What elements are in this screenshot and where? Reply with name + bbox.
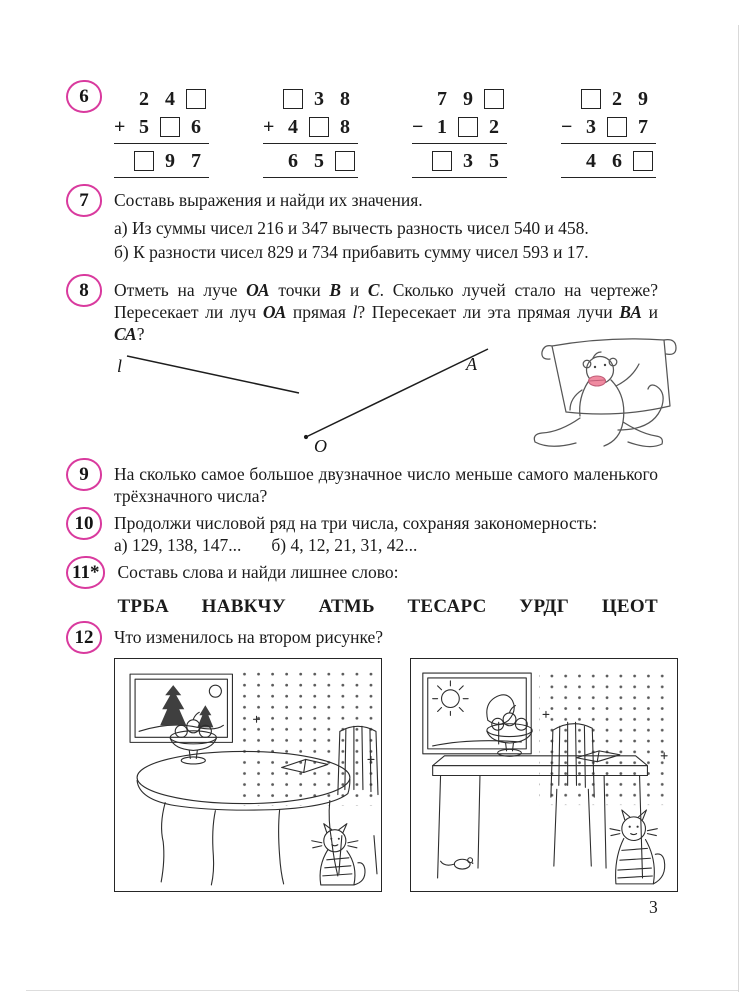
mouse xyxy=(441,858,474,869)
problem-12-number-badge xyxy=(66,621,102,654)
digit: 8 xyxy=(340,88,350,110)
picture-1-drawing xyxy=(115,659,381,891)
arithmetic-row xyxy=(114,147,209,175)
missing-digit-cell xyxy=(183,89,209,109)
digit: 2 xyxy=(612,88,622,110)
digit: 9 xyxy=(463,88,473,110)
moon xyxy=(209,685,221,697)
digit: 7 xyxy=(437,88,447,110)
arithmetic-row xyxy=(561,147,656,175)
page-edge-bottom xyxy=(26,990,739,992)
label-a: A xyxy=(466,354,477,374)
missing-digit-cell xyxy=(306,117,332,137)
digit: 3 xyxy=(314,88,324,110)
digit: 5 xyxy=(489,150,499,172)
missing-digit-box xyxy=(484,89,504,109)
arithmetic-problem xyxy=(114,85,209,181)
missing-digit-box xyxy=(458,117,478,137)
monkey-arm xyxy=(616,364,639,386)
missing-digit-cell xyxy=(481,89,507,109)
digit: 2 xyxy=(489,116,499,138)
missing-digit-box xyxy=(283,89,303,109)
operator-sign: − xyxy=(412,116,424,138)
rule-line xyxy=(263,177,358,178)
rule-line xyxy=(263,143,358,144)
problem-9-text: На сколько самое большое двузначное число меньше самого маленького трёхзначного числа? xyxy=(114,464,658,506)
picture-2 xyxy=(410,658,678,892)
missing-digit-box xyxy=(160,117,180,137)
arithmetic-row xyxy=(263,113,358,141)
comparison-pictures xyxy=(114,658,658,892)
monkey-eye xyxy=(594,366,596,368)
digit: 9 xyxy=(638,88,648,110)
missing-digit-cell xyxy=(157,117,183,137)
missing-digit-cell xyxy=(429,151,455,171)
digit: 3 xyxy=(586,116,596,138)
arithmetic-row xyxy=(114,113,209,141)
arithmetic-row xyxy=(412,85,507,113)
missing-digit-cell xyxy=(630,151,656,171)
arithmetic-columns xyxy=(114,85,658,181)
digit: 4 xyxy=(165,88,175,110)
rule-line xyxy=(412,177,507,178)
missing-digit-box xyxy=(335,151,355,171)
problem-number: 12 xyxy=(74,626,94,648)
rule-line xyxy=(114,143,209,144)
missing-digit-cell xyxy=(604,117,630,137)
problem-number: 10 xyxy=(74,512,94,534)
arithmetic-row xyxy=(412,147,507,175)
label-l: l xyxy=(117,356,123,376)
missing-digit-box xyxy=(186,89,206,109)
problem-8-number-badge xyxy=(66,274,102,307)
digit: 6 xyxy=(612,150,622,172)
arithmetic-problem xyxy=(412,85,507,181)
missing-digit-cell xyxy=(578,89,604,109)
operator-sign: + xyxy=(114,116,126,138)
rule-line xyxy=(561,177,656,178)
missing-digit-box xyxy=(633,151,653,171)
page-number: 3 xyxy=(649,897,658,917)
digit: 4 xyxy=(586,150,596,172)
scrambled-word: НАВКЧУ xyxy=(201,596,286,617)
missing-digit-box xyxy=(134,151,154,171)
missing-digit-cell xyxy=(455,117,481,137)
scroll-roll-right xyxy=(664,340,676,355)
rule-line xyxy=(561,143,656,144)
sequence-a: а) 129, 138, 147... xyxy=(114,535,242,555)
operator-sign: − xyxy=(561,116,573,138)
problem-number: 9 xyxy=(79,463,89,485)
problem-10 xyxy=(66,512,658,556)
scrambled-word: АТМЬ xyxy=(318,596,375,617)
problem-11 xyxy=(66,561,658,618)
scrambled-word: ЦЕОТ xyxy=(601,596,658,617)
problem-9-number-badge xyxy=(66,458,102,491)
problem-8-figure xyxy=(104,334,684,462)
problem-number: 7 xyxy=(79,189,89,211)
problem-9 xyxy=(66,463,658,507)
problem-number: 8 xyxy=(79,279,89,301)
cat xyxy=(312,824,365,885)
missing-digit-box xyxy=(581,89,601,109)
scrambled-word: ТЕСАРС xyxy=(407,596,487,617)
problem-12-title: Что изменилось на втором рисунке? xyxy=(114,627,384,647)
problem-11-title: Составь слова и найди лишнее слово: xyxy=(117,562,399,582)
picture-1 xyxy=(114,658,382,892)
problem-7-number-badge xyxy=(66,184,102,217)
digit: 7 xyxy=(638,116,648,138)
label-o: O xyxy=(314,436,327,456)
problem-10-number-badge xyxy=(66,507,102,540)
problem-11-number-badge xyxy=(66,556,105,589)
missing-digit-cell xyxy=(332,151,358,171)
arithmetic-row xyxy=(263,85,358,113)
problem-number: 6 xyxy=(79,85,89,107)
digit: 7 xyxy=(191,150,201,172)
scroll-roll-left xyxy=(542,346,552,360)
missing-digit-cell xyxy=(280,89,306,109)
picture-2-drawing xyxy=(411,659,677,891)
problem-12 xyxy=(66,626,658,892)
missing-digit-box xyxy=(607,117,627,137)
ray-oa xyxy=(306,349,488,437)
problem-8-text: Отметь на луче ОА точки В и С. Сколько лучей стало на чертеже? Пересекает ли луч ОА прямая l? Пересекает ли эта прямая лучи ВА и СА? xyxy=(114,280,658,344)
digit: 5 xyxy=(314,150,324,172)
monkey-eye xyxy=(604,364,606,366)
problem-7-item-a: а) Из суммы чисел 216 и 347 вычесть разность чисел 540 и 458. xyxy=(114,218,589,238)
arithmetic-row xyxy=(561,113,656,141)
digit: 8 xyxy=(340,116,350,138)
monkey-leg xyxy=(534,418,580,446)
digit: 5 xyxy=(139,116,149,138)
sequence-b: б) 4, 12, 21, 31, 42... xyxy=(271,535,418,555)
sun-rays xyxy=(433,681,468,715)
page-edge-right xyxy=(738,25,740,992)
sun xyxy=(442,690,460,708)
monkey-illustration xyxy=(534,339,676,447)
pine-tree xyxy=(160,685,186,725)
arithmetic-row xyxy=(114,85,209,113)
problem-10-items xyxy=(114,534,658,556)
problem-6-number-badge xyxy=(66,80,102,113)
monkey-body xyxy=(580,382,588,416)
problem-7 xyxy=(66,189,658,263)
problem-7-title: Составь выражения и найди их значения. xyxy=(114,190,423,210)
arithmetic-problem xyxy=(561,85,656,181)
problem-6 xyxy=(66,85,658,181)
scroll-sheet xyxy=(552,339,670,414)
problem-10-title: Продолжи числовой ряд на три числа, сохраняя закономерность: xyxy=(114,513,598,533)
missing-digit-cell xyxy=(131,151,157,171)
digit: 6 xyxy=(288,150,298,172)
digit: 6 xyxy=(191,116,201,138)
missing-digit-box xyxy=(309,117,329,137)
arithmetic-row xyxy=(412,113,507,141)
missing-digit-box xyxy=(432,151,452,171)
digit: 9 xyxy=(165,150,175,172)
problem-7-item-b: б) К разности чисел 829 и 734 прибавить сумму чисел 593 и 17. xyxy=(114,242,589,262)
digit: 4 xyxy=(288,116,298,138)
rule-line xyxy=(114,177,209,178)
arithmetic-problem xyxy=(263,85,358,181)
arithmetic-row xyxy=(263,147,358,175)
word-list xyxy=(117,596,658,618)
cat xyxy=(610,810,665,884)
scrambled-word: УРДГ xyxy=(519,596,570,617)
digit: 2 xyxy=(139,88,149,110)
digit: 3 xyxy=(463,150,473,172)
problem-number: 11* xyxy=(72,561,100,583)
digit: 1 xyxy=(437,116,447,138)
tree-crown xyxy=(487,695,514,724)
scrambled-word: ТРБА xyxy=(117,596,169,617)
wall-window xyxy=(423,673,531,754)
arithmetic-row xyxy=(561,85,656,113)
line-l xyxy=(127,356,299,393)
rule-line xyxy=(412,143,507,144)
operator-sign: + xyxy=(263,116,275,138)
